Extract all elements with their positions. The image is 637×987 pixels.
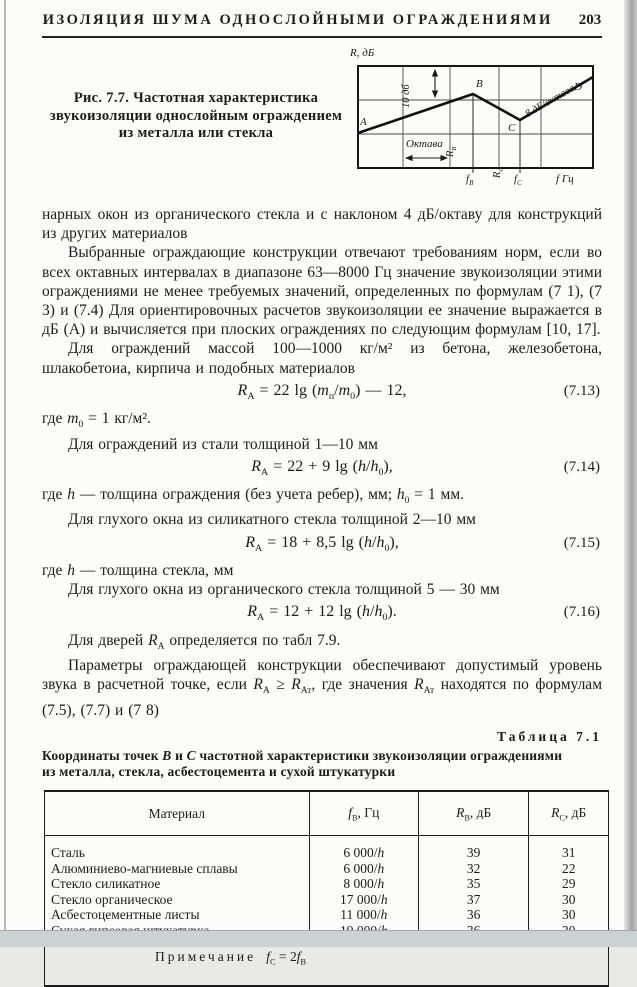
cell-rc: 30 (529, 907, 609, 923)
formula-expression: $R_А = 22 + 9$ $\lg (h/h_0)$, (251, 457, 393, 478)
note-formula: $f_C = 2f_B$ (266, 949, 307, 968)
equation-number: (7.16) (563, 604, 600, 621)
point-c-label: C (508, 122, 516, 134)
formula-7-15 (42, 533, 602, 558)
rb-label: $R_B$ (444, 146, 458, 158)
ten-db-label: 10 дб (401, 84, 412, 108)
point-d-label: D (574, 81, 582, 93)
table-7-1 (44, 790, 609, 987)
scan-edge-left (4, 0, 6, 947)
column-header-material: Материал (45, 791, 310, 836)
equation-number: (7.13) (563, 382, 600, 399)
cell-fb: 8 000/h (309, 876, 418, 892)
table-header-row (45, 791, 609, 836)
cell-rb: 36 (418, 907, 528, 923)
table-row (45, 907, 609, 923)
table-note (45, 940, 609, 985)
page-number: 203 (578, 12, 602, 28)
equation-number: (7.15) (563, 534, 600, 551)
paragraph: где $m_0 = 1$ кг/м². (42, 410, 151, 431)
rc-label: $R_C$ (491, 167, 505, 179)
table-row (45, 861, 609, 877)
paragraph: Параметры ограждающей конструкции обеспечивают допустимый уровень звука в расчетной точке, если $R_А \ge R_{Ат}$, где значения $R_{Ат}$ находятся по формулам (7.5), (7.7) и (7 8) (42, 657, 602, 719)
cell-material: Стекло органическое (51, 891, 173, 907)
cell-rc: 31 (529, 836, 609, 861)
cell-rb: 37 (418, 892, 528, 908)
paragraph: Для дверей $R_А$ определяется по табл 7.9. (68, 631, 341, 652)
table-label: Таблица 7.1 (497, 728, 602, 744)
column-header-rb: $R_B$, дБ (418, 791, 528, 836)
table-row (45, 876, 609, 892)
cell-material: Сталь (51, 845, 85, 861)
cell-rb: 39 (418, 836, 528, 861)
cell-material: Алюминиево-магниевые сплавы (51, 860, 238, 876)
cell-fb: 6 000/h (309, 836, 418, 861)
y-axis-label: R, дБ (350, 47, 375, 59)
table-row (45, 836, 609, 861)
cell-rb: 35 (418, 876, 528, 892)
point-a-label: A (360, 116, 367, 128)
table-heading: Координаты точек B и C частотной характеристики звукоизоляции ограждениями из металла, стекла, асбестоцемента и сухой штукатурки (42, 747, 563, 780)
table-row (45, 892, 609, 908)
x-axis-f-hz-label: f Гц (556, 173, 574, 185)
slope-label: 8 дБ/октава (523, 82, 577, 120)
formula-7-14 (42, 457, 602, 482)
cell-rb: 32 (418, 861, 528, 877)
formula-expression: $R_А = 18 + 8,5$ $\lg (h/h_0)$, (245, 533, 399, 554)
header-rule (42, 36, 602, 38)
cell-fb: 6 000/h (309, 861, 418, 877)
point-b-label: B (476, 78, 483, 90)
column-header-rc: $R_C$, дБ (529, 791, 609, 836)
cell-fb: 17 000/h (309, 892, 418, 908)
cell-material: Асбестоцементные листы (51, 907, 200, 923)
scan-edge-right (624, 0, 637, 947)
x-axis-fc-label: $f_C$ (514, 173, 522, 188)
formula-expression: $R_А = 22$ $\lg (m_п/m_0)$ — 12, (237, 381, 407, 403)
figure-block (42, 46, 602, 198)
equation-number: (7.14) (563, 458, 600, 475)
formula-expression: $R_А = 12 + 12$ $\lg (h/h_0)$. (247, 603, 397, 624)
cell-rc: 30 (529, 892, 609, 908)
scan-edge-bottom (0, 930, 637, 947)
cell-rc: 22 (529, 861, 609, 877)
paragraph: где h — толщина ограждения (без учета ребер), мм; $h_0 = 1$ мм. (42, 486, 465, 507)
running-header-title: ИЗОЛЯЦИЯ ШУМА ОДНОСЛОЙНЫМИ ОГРАЖДЕНИЯМИ (42, 12, 553, 28)
paragraph: Для ограждений из стали толщиной 1—10 мм (68, 435, 378, 453)
cell-material: Стекло силикатное (51, 876, 161, 892)
paragraph: Для глухого окна из органического стекла толщиной 5 — 30 мм (68, 581, 500, 599)
formula-7-16 (42, 602, 602, 627)
paragraph: где h — толщина стекла, мм (42, 562, 234, 579)
paragraph: Для ограждений массой 100—1000 кг/м² из бетона, железобетона, шлакобетоиа, кирпича и подобных материалов (42, 340, 602, 377)
formula-7-13 (42, 381, 602, 406)
body-text (42, 205, 602, 720)
note-label: Примечание (155, 949, 257, 965)
x-axis-fb-label: $f_B$ (466, 173, 474, 188)
table-note-row (45, 940, 609, 985)
column-header-fb: $f_B$, Гц (309, 791, 418, 836)
paragraph: Выбранные ограждающие конструкции отвечают требованиям норм, если во всех октавных интервалах в диапазоне 63—8000 Гц значение звукоизоляции этими ограждениями не менее требуемых значений, определенных по формулам (7 1), (7 3) и (7.4) Для ориентировочных расчетов звукоизоляции ее значение выражается в дБ (А) и вычисляется при плоских ограждениях по следующим формулам [10, 17]. (42, 244, 602, 339)
figure-caption: Рис. 7.7. Частотная характеристика звукоизоляции однослойным ограждением из металла или стекла (49, 90, 343, 141)
paragraph: нарных окон из органического стекла и с наклоном 4 дБ/октаву для конструкций из других материалов (42, 206, 602, 243)
paragraph: Для глухого окна из силикатного стекла толщиной 2—10 мм (68, 511, 476, 529)
figure-7-7 (350, 46, 602, 196)
cell-fb: 11 000/h (309, 907, 418, 923)
running-header (42, 12, 602, 29)
octave-label: Октава (406, 138, 443, 150)
cell-rc: 29 (529, 876, 609, 892)
